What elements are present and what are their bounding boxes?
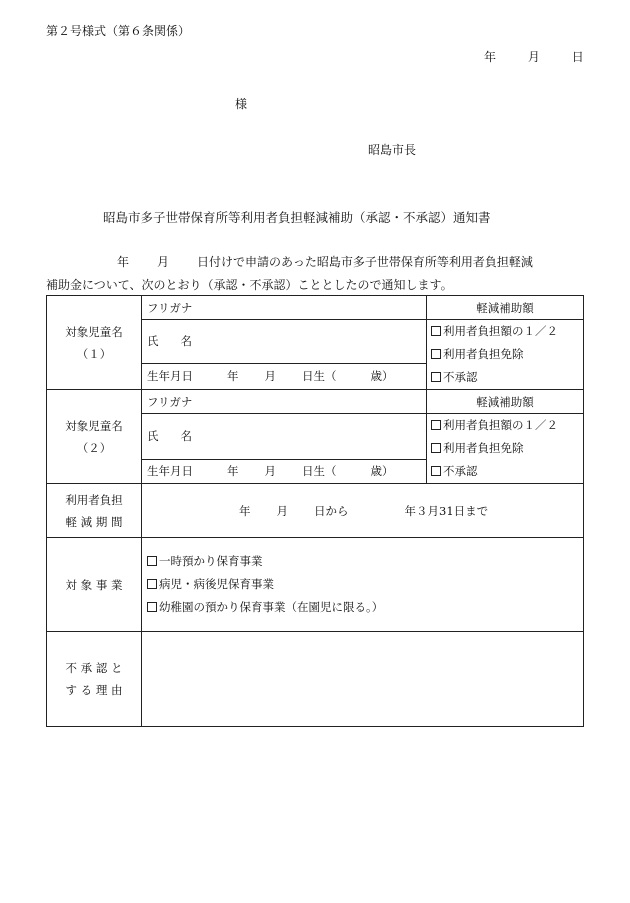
checkbox-icon[interactable] [431,420,441,430]
child1-option-exempt[interactable]: 利用者負担免除 [431,343,579,366]
business-option-temporary[interactable]: 一時預かり保育事業 [147,550,578,573]
reason-row [47,632,584,727]
business-option-sick-child[interactable]: 病児・病後児保育事業 [147,573,578,596]
child2-reduction-header: 軽減補助額 [427,390,584,414]
business-option-kindergarten[interactable]: 幼稚園の預かり保育事業（在園児に限る。） [147,596,578,619]
period-value: 年 月 日から 年３月31日まで [142,484,584,538]
business-label: 対 象 事 業 [47,538,142,632]
business-options [142,538,584,632]
child1-reduction-options [427,320,584,390]
date-month: 月 [527,50,540,64]
body-month: 月 [157,255,170,269]
child1-birthdate: 生年月日 年 月 日生（ 歳） [142,363,427,389]
checkbox-icon[interactable] [431,349,441,359]
body-year: 年 [117,255,130,269]
form-number: 第２号様式（第６条関係） [46,24,191,38]
issuer: 昭島市長 [368,143,417,157]
child2-option-half[interactable]: 利用者負担額の１／２ [431,414,579,437]
child2-name: 氏 名 [142,414,427,460]
notification-table [46,295,584,727]
child1-row-furigana [47,296,584,320]
document-title: 昭島市多子世帯保育所等利用者負担軽減補助（承認・不承認）通知書 [103,210,491,225]
checkbox-icon[interactable] [431,326,441,336]
child1-furigana: フリガナ [142,296,427,320]
body-line-1 [117,253,533,270]
child2-reduction-options [427,414,584,484]
child1-option-reject[interactable]: 不承認 [431,366,579,389]
child2-furigana: フリガナ [142,390,427,414]
date-line [484,48,584,65]
business-row [47,538,584,632]
body-line-2: 補助金について、次のとおり（承認・不承認）こととしたので通知します。 [46,278,453,292]
child2-label: 対象児童名 （２） [47,390,142,484]
checkbox-icon[interactable] [431,466,441,476]
checkbox-icon[interactable] [431,443,441,453]
child1-name: 氏 名 [142,320,427,364]
body-text-1: 日付けで申請のあった昭島市多子世帯保育所等利用者負担軽減 [197,255,533,269]
checkbox-icon[interactable] [147,602,157,612]
child2-option-exempt[interactable]: 利用者負担免除 [431,437,579,460]
child2-row-furigana [47,390,584,414]
child1-reduction-header: 軽減補助額 [427,296,584,320]
period-row [47,484,584,538]
date-year: 年 [484,50,497,64]
period-label: 利用者負担 軽 減 期 間 [47,484,142,538]
child2-option-reject[interactable]: 不承認 [431,460,579,483]
date-day: 日 [571,50,584,64]
addressee-suffix: 様 [235,97,248,111]
reason-label: 不 承 認 と す る 理 由 [47,632,142,727]
checkbox-icon[interactable] [147,556,157,566]
child2-birthdate: 生年月日 年 月 日生（ 歳） [142,459,427,483]
checkbox-icon[interactable] [147,579,157,589]
child1-label: 対象児童名 （１） [47,296,142,390]
checkbox-icon[interactable] [431,372,441,382]
reason-field[interactable] [142,632,584,727]
child1-option-half[interactable]: 利用者負担額の１／２ [431,320,579,343]
